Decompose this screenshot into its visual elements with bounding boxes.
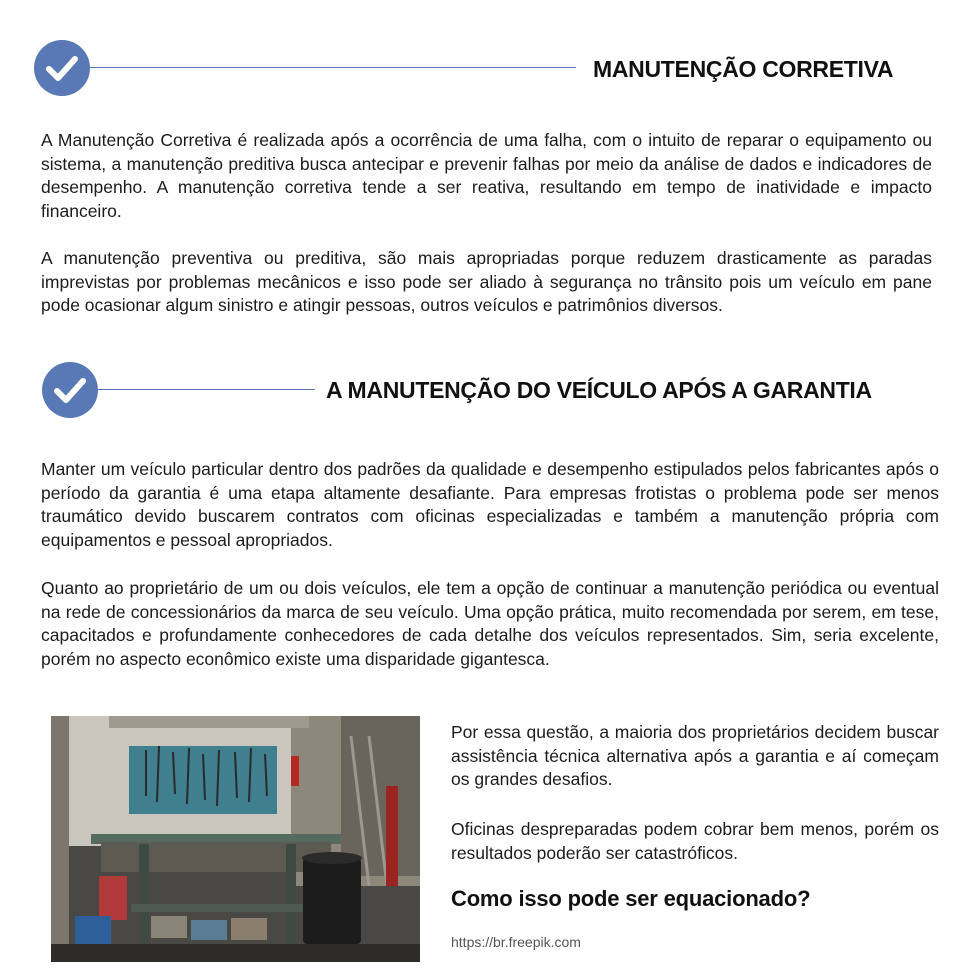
section-heading-corrective: MANUTENÇÃO CORRETIVA [593,56,894,82]
check-circle-icon [34,40,90,96]
paragraph-corrective-1: A Manutenção Corretiva é realizada após a ocorrência de uma falha, com o intuito de reparar o equipamento ou sistema, a manutenção preditiva busca antecipar e prevenir falhas por meio da análise de dados e indicadores de desempenho. A manutenção corretiva tende a ser reativa, resultando em tempo de inatividade e impacto financeiro. [41,130,932,221]
paragraph-corrective-2: A manutenção preventiva ou preditiva, são mais apropriadas porque reduzem drasticamente as paradas imprevistas por problemas mecânicos e isso pode ser aliado à segurança no trânsito pois um veículo em pane pode ocasionar algum sinistro e atingir pessoas, outros veículos e patrimônios diversos. [41,248,932,316]
paragraph-warranty-4: Oficinas despreparadas podem cobrar bem menos, porém os resultados poderão ser catastróficos. [451,819,939,863]
heading-rule [98,389,315,390]
closing-question: Como isso pode ser equacionado? [451,886,811,911]
paragraph-warranty-3: Por essa questão, a maioria dos proprietários decidem buscar assistência técnica alternativa após a garantia e aí começam os grandes desafios. [451,722,939,790]
heading-rule [90,67,576,68]
image-source-credit: https://br.freepik.com [451,934,581,950]
workshop-photo [51,716,420,962]
section-heading-warranty: A MANUTENÇÃO DO VEÍCULO APÓS A GARANTIA [326,377,872,403]
paragraph-warranty-1: Manter um veículo particular dentro dos padrões da qualidade e desempenho estipulados pelos fabricantes após o período da garantia é uma etapa altamente desafiante. Para empresas frotistas o problema pode ser menos traumático devido buscarem contratos com oficinas especializadas e também a manutenção própria com equipamentos e pessoal apropriados. [41,459,939,550]
check-circle-icon [42,362,98,418]
paragraph-warranty-2: Quanto ao proprietário de um ou dois veículos, ele tem a opção de continuar a manutenção periódica ou eventual na rede de concessionários da marca de seu veículo. Uma opção prática, muito recomendada por serem, em tese, capacitados e profundamente conhecedores de cada detalhe dos veículos representados. Sim, seria excelente, porém no aspecto econômico existe uma disparidade gigantesca. [41,578,939,669]
